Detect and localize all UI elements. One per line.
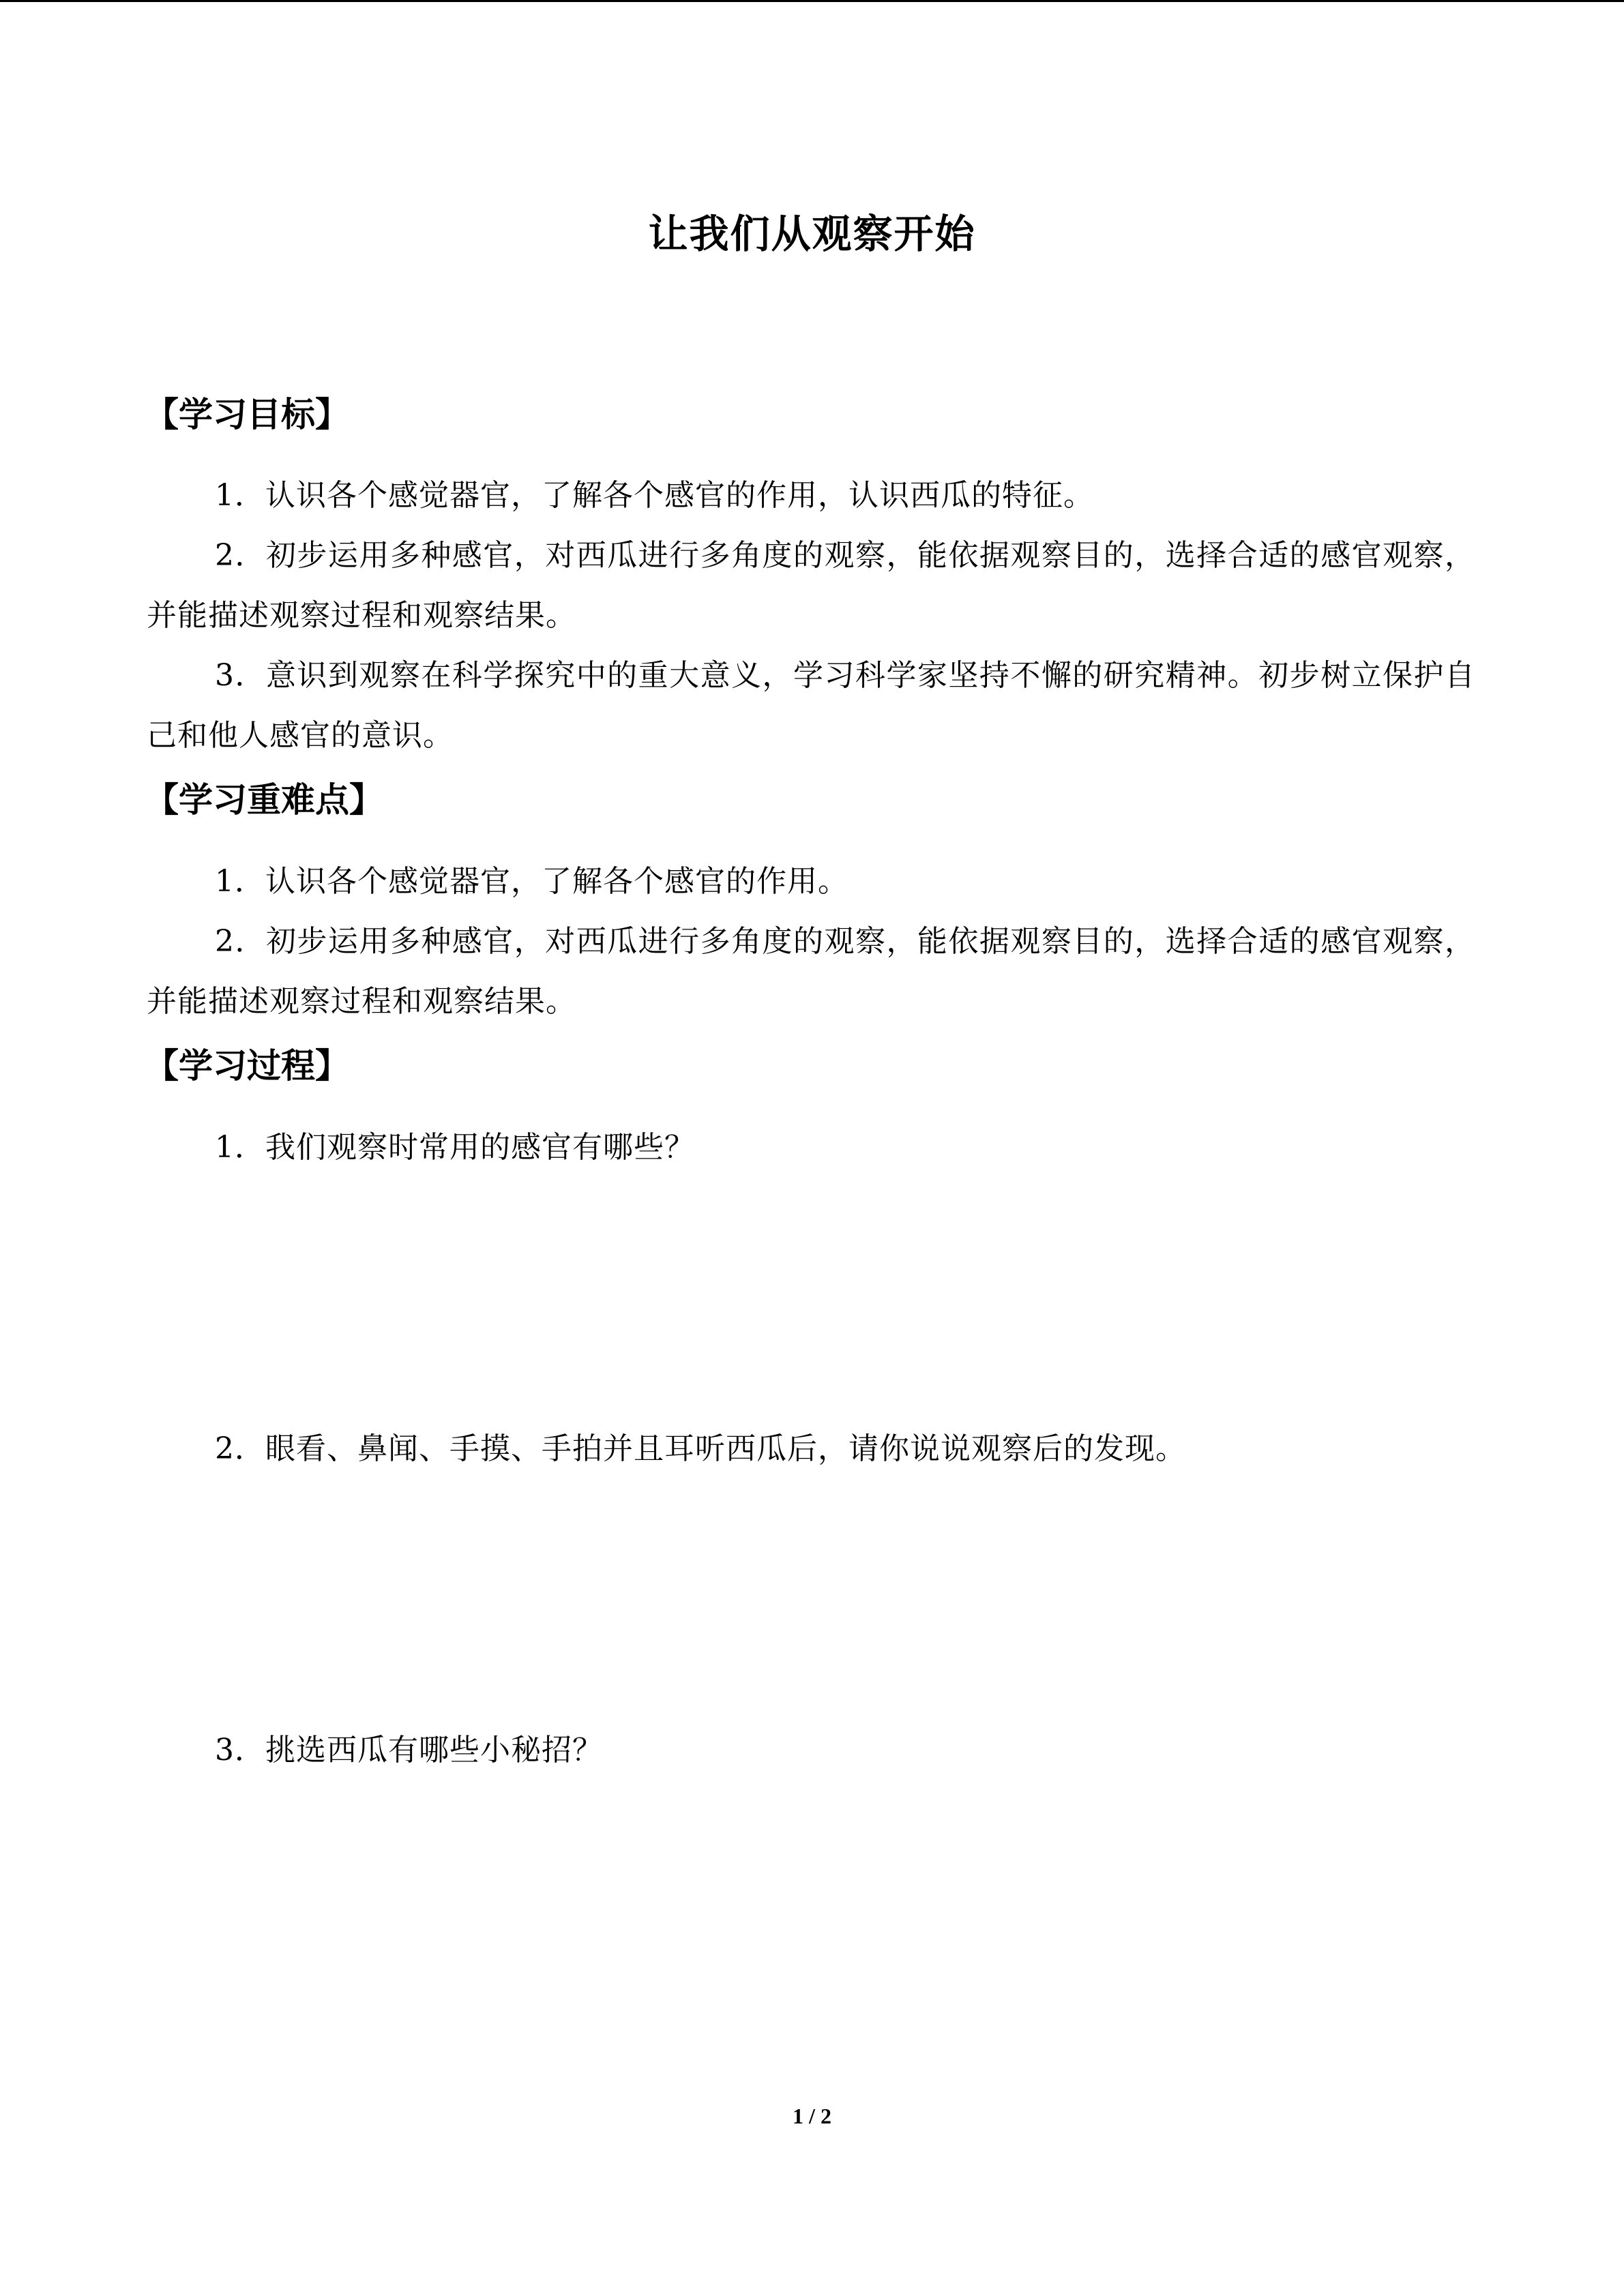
section-heading-learning-process: 【学习过程】 [145,1046,349,1086]
process-question-2: 2．眼看、鼻闻、手摸、手拍并且耳听西瓜后，请你说说观察后的发现。 [215,1431,1186,1466]
page-number: 1 / 2 [793,2104,831,2128]
goal-item-2: 2．初步运用多种感官，对西瓜进行多角度的观察，能依据观察目的，选择合适的感官观察，并能描述观察过程和观察结果。 [147,538,1475,633]
section-heading-key-points: 【学习重难点】 [145,780,383,820]
key-point-item-2: 2．初步运用多种感官，对西瓜进行多角度的观察，能依据观察目的，选择合适的感官观察，并能描述观察过程和观察结果。 [147,924,1475,1019]
document-title: 让我们从观察开始 [648,211,976,257]
section-heading-learning-goals: 【学习目标】 [145,395,349,434]
process-question-1: 1．我们观察时常用的感官有哪些？ [215,1130,695,1165]
goal-item-1: 1．认识各个感觉器官，了解各个感官的作用，认识西瓜的特征。 [215,478,1094,513]
key-point-item-1: 1．认识各个感觉器官，了解各个感官的作用。 [215,864,848,899]
goal-item-3: 3．意识到观察在科学探究中的重大意义，学习科学家坚持不懈的研究精神。初步树立保护自己和他人感官的意识。 [147,658,1475,753]
process-question-3: 3．挑选西瓜有哪些小秘招？ [215,1733,603,1768]
